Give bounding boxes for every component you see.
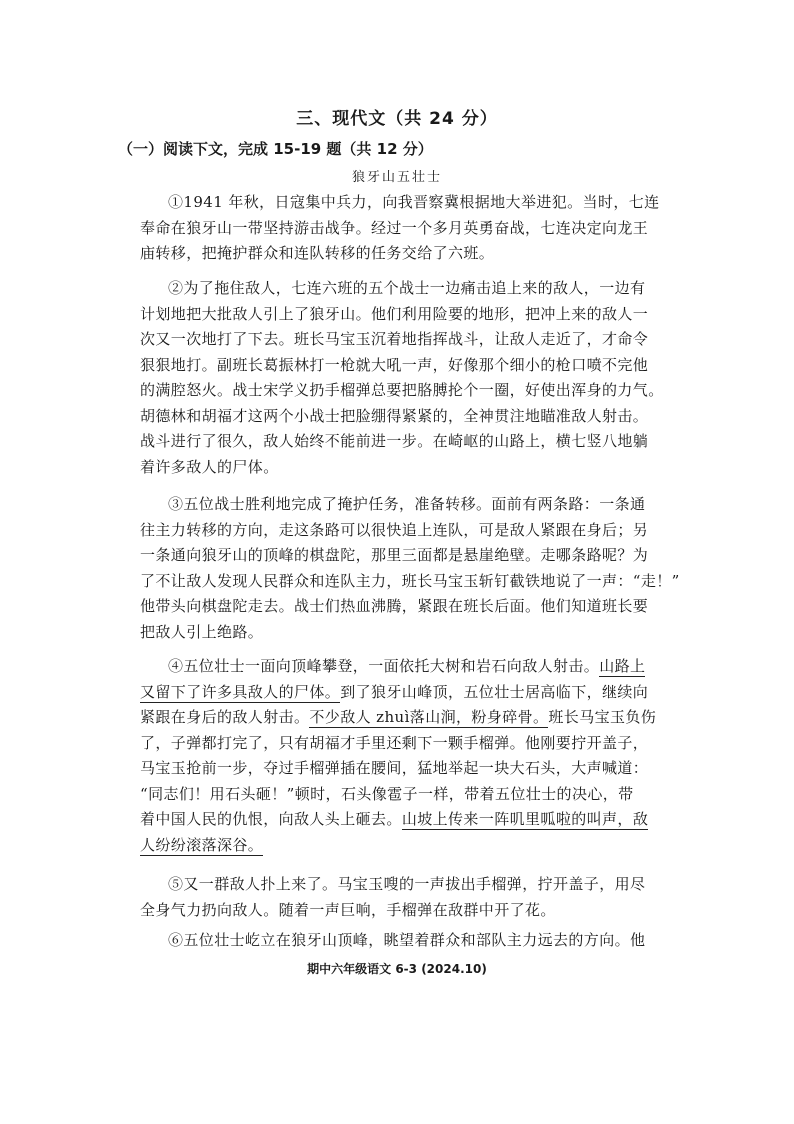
text-line: 次又一次地打了下去。班长马宝玉沉着地指挥战斗，让敌人走近了，才命令 [140, 330, 649, 348]
text-segment: 紧跟在身后的敌人射击。 [140, 708, 310, 726]
article-title: 狼牙山五壮士 [351, 170, 442, 185]
text-line: 马宝玉抢前一步，夺过手榴弹插在腰间，猛地举起一块大石头，大声喊道： [140, 759, 649, 777]
underlined-text: 山路上 [599, 657, 646, 675]
text-line: 胡德林和胡福才这两个小战士把脸绷得紧紧的，全神贯注地瞄准敌人射击。 [140, 406, 649, 425]
text-line: “同志们！用石头砸！”顿时，石头像雹子一样，带着五位壮士的决心，带 [140, 784, 634, 803]
text-segment: ④五位壮士一面向顶峰攀登，一面依托大树和岩石向敌人射击。 [168, 657, 600, 675]
part-title: （一）阅读下文，完成 15-19 题（共 12 分） [118, 140, 433, 158]
text-line: ③五位战士胜利地完成了掩护任务，准备转移。面前有两条路：一条通 [168, 495, 646, 513]
text-line: 一条通向狼牙山的顶峰的棋盘陀，那里三面都是悬崖绝壁。走哪条路呢？为 [140, 546, 649, 564]
text-line: 全身气力扔向敌人。随着一声巨响，手榴弹在敌群中开了花。 [140, 900, 556, 919]
text-segment: 到了狼牙山峰顶，五位壮士居高临下，继续向 [340, 682, 649, 701]
text-line [140, 654, 646, 680]
text-line: 计划地把大批敌人引上了狼牙山。他们利用险要的地形，把冲上来的敌人一 [140, 304, 649, 323]
text-segment: 班长马宝玉负伤 [548, 708, 657, 726]
text-line: 奉命在狼牙山一带坚持游击战争。经过一个多月英勇奋战，七连决定向龙王 [140, 218, 649, 237]
text-line [140, 807, 649, 833]
text-line: 把敌人引上绝路。 [140, 622, 264, 641]
text-line: 了，子弹都打完了，只有胡福才手里还剩下一颗手榴弹。他刚要拧开盖子， [140, 733, 649, 752]
paragraph-2 [140, 276, 664, 480]
text-line [140, 705, 657, 731]
underlined-text: 又留下了许多具敌人的尸体。 [140, 682, 341, 701]
underlined-text: 不少敌人 zhuì落山涧，粉身碎骨。 [309, 708, 549, 726]
text-line: ⑥五位壮士屹立在狼牙山顶峰，眺望着群众和部队主力远去的方向。他 [168, 931, 646, 949]
paragraph-6 [140, 928, 646, 954]
text-line [140, 680, 649, 706]
paragraph-3 [140, 492, 680, 645]
section-title: 三、现代文（共 24 分） [296, 109, 498, 129]
text-line: 狠狠地打。副班长葛振林打一枪就大吼一声，好像那个细小的枪口喷不完他 [140, 355, 649, 374]
text-line: 了不让敌人发现人民群众和连队主力，班长马宝玉斩钉截铁地说了一声：“走！” [140, 571, 680, 590]
paragraph-5 [140, 872, 646, 923]
text-segment: 着中国人民的仇恨，向敌人头上砸去。 [140, 810, 402, 828]
text-line: 他带头向棋盘陀走去。战士们热血沸腾，紧跟在班长后面。他们知道班长要 [140, 597, 649, 615]
paragraph-4 [140, 654, 657, 858]
text-line [140, 833, 638, 859]
underlined-text: 山坡上传来一阵叽里呱啦的叫声，敌 [401, 810, 649, 828]
text-line: 往主力转移的方向，走这条路可以很快追上连队，可是敌人紧跟在身后；另 [140, 520, 649, 539]
text-line: 的满腔怒火。战士宋学义扔手榴弹总要把胳膊抡个一圈，好使出浑身的力气。 [140, 381, 664, 399]
page-footer: 期中六年级语文 6-3 (2024.10) [307, 962, 487, 976]
text-line: 着许多敌人的尸体。 [140, 457, 279, 476]
text-line: 战斗进行了很久，敌人始终不能前进一步。在崎岖的山路上，横七竖八地躺 [140, 432, 649, 450]
text-line: ②为了拖住敌人，七连六班的五个战士一边痛击追上来的敌人，一边有 [168, 279, 646, 297]
text-line: 庙转移，把掩护群众和连队转移的任务交给了六班。 [140, 244, 495, 262]
underlined-text: 人纷纷滚落深谷。 [140, 835, 264, 854]
text-line: ①1941 年秋，日寇集中兵力，向我晋察冀根据地大举进犯。当时，七连 [168, 193, 660, 211]
text-line: ⑤又一群敌人扑上来了。马宝玉嗖的一声拔出手榴弹，拧开盖子，用尽 [168, 875, 646, 893]
paragraph-1 [140, 190, 660, 267]
